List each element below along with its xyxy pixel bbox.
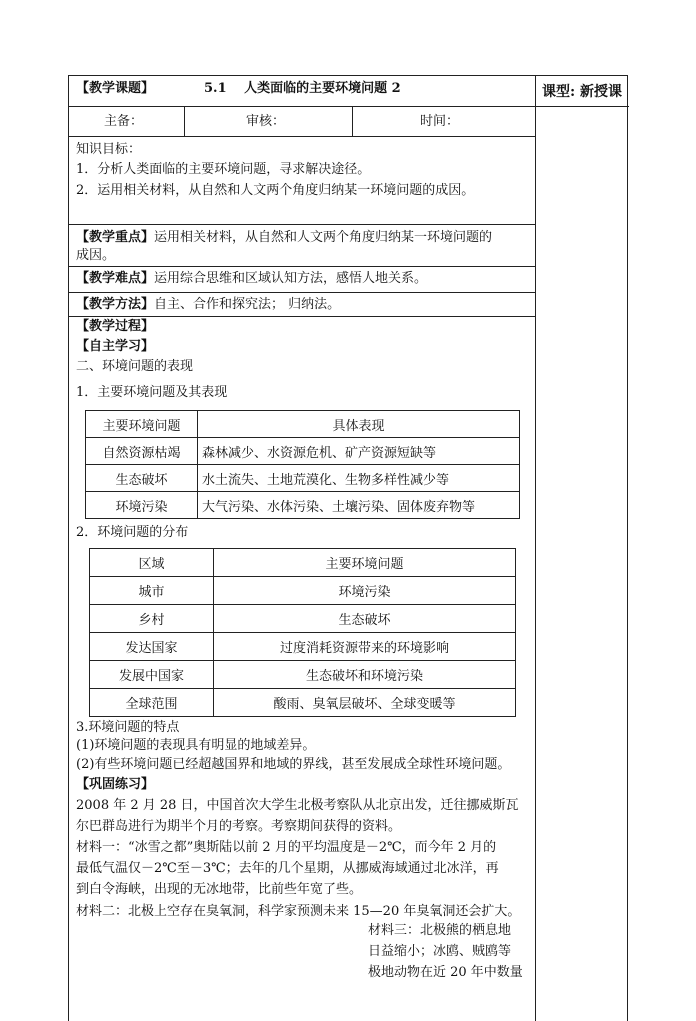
sub-heading-1: 1．主要环境问题及其表现 <box>76 385 228 400</box>
key-point-label: 【教学重点】 <box>76 230 155 245</box>
practice-line: 尔巴群岛进行为期半个月的考察。考察期间获得的资料。 <box>76 819 402 834</box>
objectives-heading: 知识目标： <box>76 142 142 157</box>
table-row <box>86 411 520 438</box>
difficulty-divider <box>68 292 536 293</box>
key-point-text: 运用相关材料，从自然和人文两个角度归纳某一环境问题的 <box>154 230 493 245</box>
table2-cell: 发达国家 <box>90 633 214 661</box>
lesson-type: 课型: 新授课 <box>542 84 623 100</box>
table2-cell: 乡村 <box>90 605 214 633</box>
role-review: 审核： <box>246 114 286 129</box>
table2-header-region: 区域 <box>90 549 214 577</box>
method-line <box>76 296 340 314</box>
sub-heading-2: 2．环境问题的分布 <box>76 525 189 540</box>
practice-line: 到白令海峡，出现的无冰地带，比前些年宽了些。 <box>76 882 363 897</box>
table1-cell: 自然资源枯竭 <box>86 438 198 465</box>
side-frame <box>535 75 628 1021</box>
table-row <box>90 633 516 661</box>
table2-cell: 生态破坏和环境污染 <box>214 661 516 689</box>
table2-cell: 环境污染 <box>214 577 516 605</box>
table1-cell: 环境污染 <box>86 492 198 519</box>
method-divider <box>68 316 536 317</box>
table1-header-detail: 具体表现 <box>198 411 520 438</box>
table2-cell: 发展中国家 <box>90 661 214 689</box>
table1-header-issue: 主要环境问题 <box>86 411 198 438</box>
table2-cell: 生态破坏 <box>214 605 516 633</box>
header-divider <box>68 106 629 107</box>
objectives-divider <box>68 224 536 225</box>
practice-line: 2008 年 2 月 28 日，中国首次大学生北极考察队从北京出发，迁往挪威斯瓦 <box>76 798 519 813</box>
environment-issues-table <box>85 410 520 519</box>
role-time: 时间： <box>420 114 460 129</box>
distribution-table <box>89 548 516 717</box>
table-row <box>86 492 520 519</box>
material3-line: 极地动物在近 20 年中数量 <box>368 965 523 980</box>
table-row <box>90 549 516 577</box>
table1-cell: 大气污染、水体污染、土壤污染、固体废弃物等 <box>198 492 520 519</box>
roles-col2 <box>352 106 353 136</box>
process-label: 【教学过程】 <box>76 319 155 334</box>
table2-header-issue: 主要环境问题 <box>214 549 516 577</box>
table2-cell: 过度消耗资源带来的环境影响 <box>214 633 516 661</box>
method-label: 【教学方法】 <box>76 297 155 312</box>
table-row <box>90 689 516 717</box>
table-row <box>86 438 520 465</box>
feature-2: (2)有些环境问题已经超越国界和地域的界线，甚至发展成全球性环境问题。 <box>76 757 511 772</box>
practice-line: 材料一：“冰雪之都”奥斯陆以前 2 月的平均温度是－2℃，而今年 2 月的 <box>76 840 497 855</box>
difficulty-line <box>76 270 427 288</box>
practice-line: 最低气温仅－2℃至－3℃；去年的几个星期，从挪威海域通过北冰洋，再 <box>76 861 499 876</box>
table-row <box>90 577 516 605</box>
material3-line: 材料三：北极熊的栖息地 <box>368 923 512 938</box>
table2-cell: 全球范围 <box>90 689 214 717</box>
feature-1: (1)环境问题的表现具有明显的地域差异。 <box>76 738 316 753</box>
table-row <box>86 465 520 492</box>
table2-cell: 城市 <box>90 577 214 605</box>
table1-cell: 生态破坏 <box>86 465 198 492</box>
key-point-line2: 成因。 <box>76 248 116 263</box>
objective-1: 1．分析人类面临的主要环境问题，寻求解决途径。 <box>76 162 371 177</box>
table-row <box>90 605 516 633</box>
section-two-heading: 二、环境问题的表现 <box>76 359 194 374</box>
lesson-title: 5.1 人类面临的主要环境问题 2 <box>204 81 401 96</box>
roles-col1 <box>184 106 185 136</box>
key-point-line1 <box>76 229 492 247</box>
keypoint-divider <box>68 266 536 267</box>
practice-line: 材料二：北极上空存在臭氧洞，科学家预测未来 15—20 年臭氧洞还会扩大。 <box>76 904 521 919</box>
table1-cell: 森林减少、水资源危机、矿产资源短缺等 <box>198 438 520 465</box>
objective-2: 2．运用相关材料，从自然和人文两个角度归纳某一环境问题的成因。 <box>76 183 475 198</box>
material3-line: 日益缩小；冰鸥、贼鸥等 <box>368 944 512 959</box>
difficulty-label: 【教学难点】 <box>76 271 155 286</box>
roles-divider <box>68 136 536 137</box>
role-main: 主备： <box>104 114 144 129</box>
self-study-label: 【自主学习】 <box>76 339 155 354</box>
table-row <box>90 661 516 689</box>
difficulty-text: 运用综合思维和区域认知方法，感悟人地关系。 <box>154 271 428 286</box>
table2-cell: 酸雨、臭氧层破坏、全球变暖等 <box>214 689 516 717</box>
lesson-label: 【教学课题】 <box>76 81 155 96</box>
features-heading: 3.环境问题的特点 <box>76 720 180 735</box>
method-text: 自主、合作和探究法； 归纳法。 <box>154 297 341 312</box>
practice-label: 【巩固练习】 <box>76 777 155 792</box>
table1-cell: 水土流失、土地荒漠化、生物多样性减少等 <box>198 465 520 492</box>
